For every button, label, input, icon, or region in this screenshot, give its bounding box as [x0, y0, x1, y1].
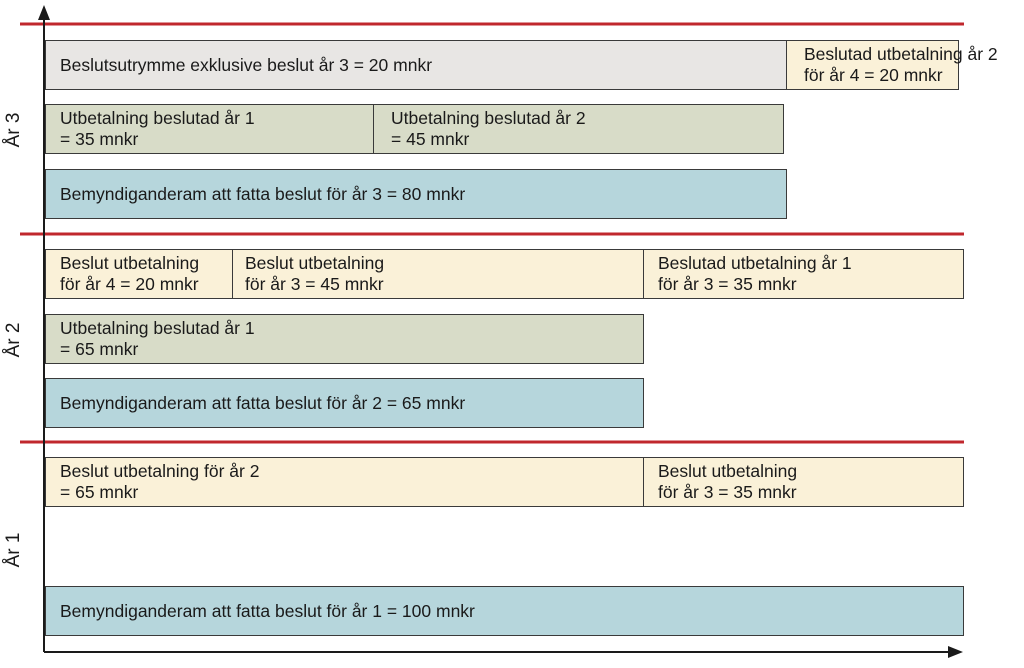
- y-axis-arrowhead: [38, 5, 50, 20]
- year3-bemyndigande-bar: [45, 169, 787, 219]
- year2-bemyndigande-text: Bemyndiganderam att fatta beslut för år 2 = 65 mnkr: [60, 392, 466, 413]
- year2-utbet-ar1-line2: = 65 mnkr: [60, 339, 139, 359]
- year3-utbet-ar2-bar: [373, 104, 784, 154]
- year2-beslut-ar4-bar: [45, 249, 233, 299]
- year3-beslutad-ar2-bar: [786, 40, 998, 90]
- year3-utbet-ar2-line2: = 45 mnkr: [391, 129, 470, 149]
- year2-beslutad-ar1-line1: Beslutad utbetalning år 1: [658, 253, 852, 273]
- year3-utbet-ar1-bar: [45, 104, 374, 154]
- year1-beslut-ar3-bar: [643, 457, 964, 507]
- year3-beslutad-ar2-line1: Beslutad utbetalning år 2: [804, 44, 998, 64]
- year2-label: År 2: [3, 322, 24, 358]
- year1-beslut-ar2-line1: Beslut utbetalning för år 2: [60, 461, 260, 481]
- year2-utbet-ar1-line1: Utbetalning beslutad år 1: [60, 318, 255, 338]
- year3-bemyndigande-text: Bemyndiganderam att fatta beslut för år 3 = 80 mnkr: [60, 183, 466, 204]
- year2-beslut-ar3-bar: [232, 249, 644, 299]
- year3-beslutsutrymme-text: Beslutsutrymme exklusive beslut år 3 = 20 mnkr: [60, 54, 433, 75]
- year2-utbet-ar1-bar: [45, 314, 644, 364]
- year1-bemyndigande-bar: [45, 586, 964, 636]
- year3-beslutsutrymme-bar: [45, 40, 787, 90]
- year3-utbet-ar2-line1: Utbetalning beslutad år 2: [391, 108, 586, 128]
- year2-beslutad-ar1-bar: [643, 249, 964, 299]
- year3-utbet-ar1-line1: Utbetalning beslutad år 1: [60, 108, 255, 128]
- year1-beslut-ar2-bar: [45, 457, 644, 507]
- year1-beslut-ar3-line1: Beslut utbetalning: [658, 461, 798, 481]
- year2-beslut-ar3-line2: för år 3 = 45 mnkr: [245, 274, 384, 294]
- year2-beslutad-ar1-line2: för år 3 = 35 mnkr: [658, 274, 797, 294]
- year2-beslut-ar4-line2: för år 4 = 20 mnkr: [60, 274, 199, 294]
- year2-beslut-ar3-line1: Beslut utbetalning: [245, 253, 385, 273]
- year1-beslut-ar3-line2: för år 3 = 35 mnkr: [658, 482, 797, 502]
- year2-bemyndigande-bar: [45, 378, 644, 428]
- year1-bemyndigande-text: Bemyndiganderam att fatta beslut för år 1 = 100 mnkr: [60, 600, 475, 621]
- year3-beslutad-ar2-line2: för år 4 = 20 mnkr: [804, 65, 943, 85]
- x-axis-arrowhead: [948, 646, 963, 658]
- year1-label: År 1: [3, 532, 24, 568]
- year1-beslut-ar2-line2: = 65 mnkr: [60, 482, 139, 502]
- year2-beslut-ar4-line1: Beslut utbetalning: [60, 253, 200, 273]
- year3-utbet-ar1-line2: = 35 mnkr: [60, 129, 139, 149]
- year3-label: År 3: [3, 112, 24, 148]
